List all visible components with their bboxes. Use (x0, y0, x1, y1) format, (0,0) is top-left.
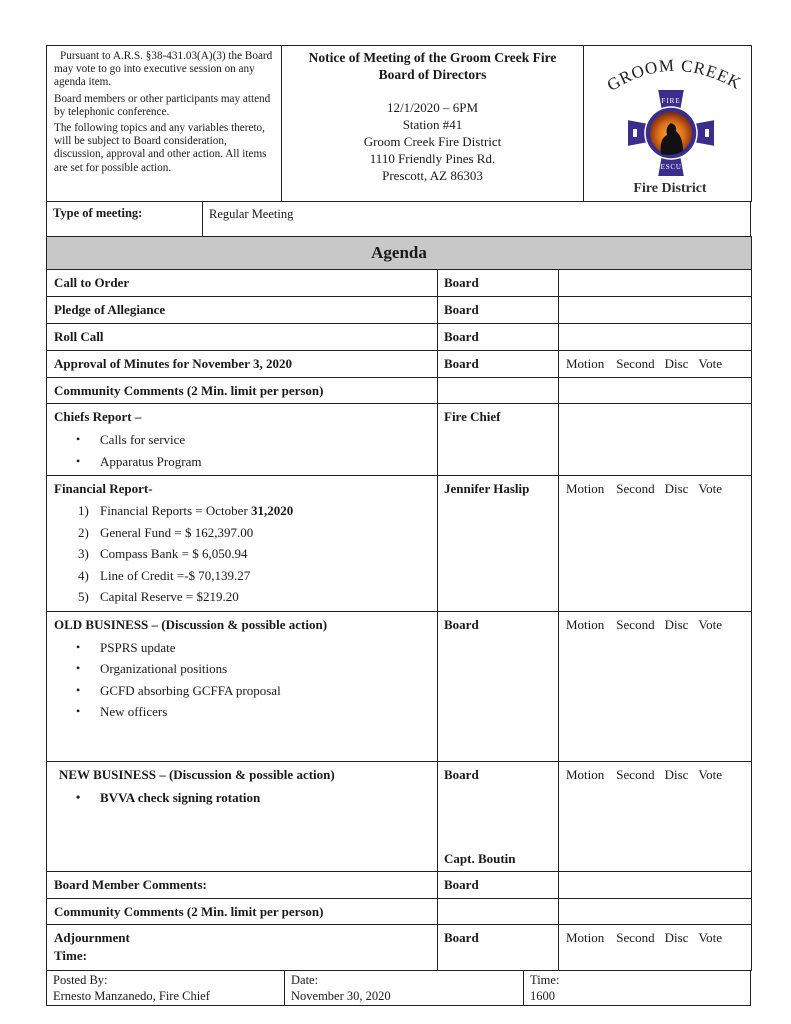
action-vote: Vote (698, 766, 723, 782)
action-motion: Motion (566, 766, 605, 782)
responsible-party (438, 611, 559, 761)
financial-item (78, 565, 430, 587)
responsible-party (438, 871, 559, 898)
agenda-item (47, 924, 438, 970)
bullet-item: • New officers (100, 701, 430, 723)
bullet-list (54, 637, 430, 723)
responsible-party (438, 476, 559, 612)
action-second: Second (616, 929, 655, 945)
item-number: 4) (78, 567, 89, 583)
notice-executive-session: Pursuant to A.R.S. §38-431.03(A)(3) the Board may vote to go into executive session on any agenda item. (54, 50, 273, 89)
action-motion: Motion (566, 481, 605, 496)
notice-telephonic: Board members or other participants may attend by telephonic conference. (54, 92, 271, 118)
responsible-party (438, 351, 559, 378)
agenda-row (47, 351, 752, 378)
responsible-party-name: Jennifer Haslip (444, 481, 530, 496)
agenda-item-title: Chiefs Report – (54, 409, 142, 424)
responsible-party-name: Board (444, 616, 479, 632)
date-value: November 30, 2020 (291, 988, 391, 1003)
agenda-item (47, 611, 438, 761)
action-columns (559, 270, 752, 297)
agenda-item-title: Call to Order (54, 275, 130, 290)
agenda-row (47, 404, 752, 476)
agenda-item (47, 297, 438, 324)
bullet-list (54, 787, 430, 809)
item-number: 3) (78, 546, 89, 561)
agenda-row (47, 611, 752, 761)
bullet-item: • Organizational positions (100, 658, 430, 680)
item-bold-date: 31,2020 (251, 503, 294, 518)
agenda-item-title: OLD BUSINESS – (Discussion & possible action) (54, 616, 328, 632)
item-text: General Fund = $ 162,397.00 (100, 524, 254, 540)
financial-item (78, 586, 430, 608)
action-second: Second (616, 481, 655, 496)
financial-item (78, 543, 430, 565)
meeting-city: Prescott, AZ 86303 (382, 168, 483, 183)
action-disc: Disc (664, 481, 689, 496)
action-disc: Disc (664, 356, 689, 371)
action-disc: Disc (664, 929, 689, 945)
meeting-heading (282, 46, 584, 202)
agenda-item-title: Board Member Comments: (54, 876, 207, 892)
responsible-party (438, 404, 559, 476)
agenda-row (47, 898, 752, 924)
agenda-item-title: Pledge of Allegiance (54, 302, 166, 317)
agenda-item-title: NEW BUSINESS – (Discussion & possible action) (59, 766, 335, 782)
responsible-party (438, 270, 559, 297)
responsible-party (438, 924, 559, 970)
action-columns (559, 898, 752, 924)
meeting-district: Groom Creek Fire District (363, 134, 502, 149)
action-second: Second (616, 766, 655, 782)
action-columns (559, 611, 752, 761)
item-text: Line of Credit =-$ 70,139.27 (100, 567, 251, 583)
agenda-row (47, 297, 752, 324)
bullet-item: • BVVA check signing rotation (100, 787, 430, 809)
action-vote: Vote (698, 481, 723, 496)
responsible-party-name: Board (444, 329, 479, 344)
agenda-item-title: Community Comments (2 Min. limit per person) (54, 383, 324, 398)
agenda-table (46, 236, 752, 971)
logo-arc-text: GROOM CREEK (603, 55, 745, 95)
notice-topics: The following topics and any variables thereto, will be subject to Board consideration, discussion, approval and other action. All items are set for possible action. (54, 122, 267, 174)
meeting-notice-document (46, 45, 751, 1006)
agenda-item-title: Approval of Minutes for November 3, 2020 (54, 356, 292, 371)
time-label: Time: (530, 972, 560, 987)
svg-text:FIRE: FIRE (660, 97, 681, 105)
date-label: Date: (291, 972, 319, 987)
agenda-item (47, 476, 438, 612)
responsible-party-name: Fire Chief (444, 409, 501, 424)
responsible-party-name: Board (444, 275, 479, 290)
item-number: 1) (78, 503, 89, 518)
action-vote: Vote (698, 929, 723, 945)
item-text: Financial Reports = October (100, 503, 252, 518)
meeting-datetime: 12/1/2020 – 6PM (386, 100, 478, 115)
posting-footer (46, 970, 751, 1006)
agenda-row (47, 270, 752, 297)
action-second: Second (616, 616, 655, 632)
posted-date (285, 970, 524, 1005)
agenda-item (47, 378, 438, 404)
maltese-cross-icon (627, 89, 715, 177)
responsible-party-name: Board (444, 929, 479, 945)
action-columns (559, 871, 752, 898)
financial-item (78, 500, 430, 522)
responsible-party (438, 324, 559, 351)
responsible-party-name: Board (444, 876, 479, 892)
agenda-row (47, 761, 752, 871)
action-columns (559, 324, 752, 351)
svg-text:RESCUE: RESCUE (654, 163, 687, 171)
responsible-party-secondary: Capt. Boutin (444, 850, 516, 866)
responsible-party-name: Board (444, 302, 479, 317)
agenda-row (47, 378, 752, 404)
agenda-row (47, 924, 752, 970)
page-title: Notice of Meeting of the Groom Creek Fire (308, 50, 557, 65)
action-columns (559, 297, 752, 324)
agenda-item-title: Community Comments (2 Min. limit per person) (54, 903, 324, 919)
action-columns (559, 351, 752, 378)
agenda-row (47, 324, 752, 351)
header-table (46, 45, 752, 202)
groom-creek-logo-icon (588, 46, 748, 196)
responsible-party (438, 378, 559, 404)
agenda-item (47, 351, 438, 378)
numbered-list (54, 500, 430, 608)
action-columns (559, 924, 752, 970)
posted-by-label: Posted By: (53, 972, 108, 987)
agenda-item (47, 898, 438, 924)
meeting-type-value: Regular Meeting (203, 202, 751, 237)
agenda-item-title: Roll Call (54, 329, 104, 344)
agenda-item (47, 324, 438, 351)
action-motion: Motion (566, 616, 605, 632)
agenda-row (47, 871, 752, 898)
page-subtitle: Board of Directors (378, 67, 487, 82)
meeting-address: 1110 Friendly Pines Rd. (369, 151, 496, 166)
action-motion: Motion (566, 929, 605, 945)
meeting-station: Station #41 (402, 117, 463, 132)
action-columns (559, 761, 752, 871)
agenda-item-title: Adjournment (54, 929, 130, 945)
legal-notice (47, 46, 282, 202)
logo-caption: Fire District (632, 181, 707, 196)
item-text: Capital Reserve = $219.20 (100, 589, 239, 604)
posted-by-value: Ernesto Manzanedo, Fire Chief (53, 988, 210, 1003)
financial-item (78, 522, 430, 544)
agenda-item (47, 871, 438, 898)
action-disc: Disc (664, 616, 689, 632)
agenda-item-time-label: Time: (54, 947, 87, 963)
action-second: Second (616, 356, 655, 371)
logo (584, 46, 752, 202)
responsible-party (438, 898, 559, 924)
responsible-party (438, 761, 559, 871)
action-vote: Vote (698, 356, 723, 371)
bullet-list (54, 429, 430, 472)
item-number: 5) (78, 589, 89, 604)
agenda-item (47, 761, 438, 871)
action-columns (559, 378, 752, 404)
agenda-item-title: Financial Report- (54, 481, 153, 496)
action-columns (559, 404, 752, 476)
agenda-row (47, 476, 752, 612)
bullet-item: • Calls for service (100, 429, 430, 451)
responsible-party-name: Board (444, 356, 479, 371)
responsible-party (438, 297, 559, 324)
bullet-item: • PSPRS update (100, 637, 430, 659)
posted-time (524, 970, 751, 1005)
item-text: Compass Bank = $ 6,050.94 (100, 546, 248, 561)
meeting-type-table (46, 201, 751, 237)
action-columns (559, 476, 752, 612)
action-vote: Vote (698, 616, 723, 632)
agenda-heading: Agenda (47, 237, 752, 270)
action-motion: Motion (566, 356, 605, 371)
bullet-item: • Apparatus Program (100, 451, 430, 473)
agenda-item (47, 404, 438, 476)
time-value: 1600 (530, 988, 555, 1003)
item-number: 2) (78, 524, 89, 540)
bullet-item: • GCFD absorbing GCFFA proposal (100, 680, 430, 702)
meeting-type-label: Type of meeting: (47, 202, 203, 237)
posted-by (47, 970, 285, 1005)
action-disc: Disc (664, 766, 689, 782)
responsible-party-name: Board (444, 766, 479, 782)
agenda-item (47, 270, 438, 297)
